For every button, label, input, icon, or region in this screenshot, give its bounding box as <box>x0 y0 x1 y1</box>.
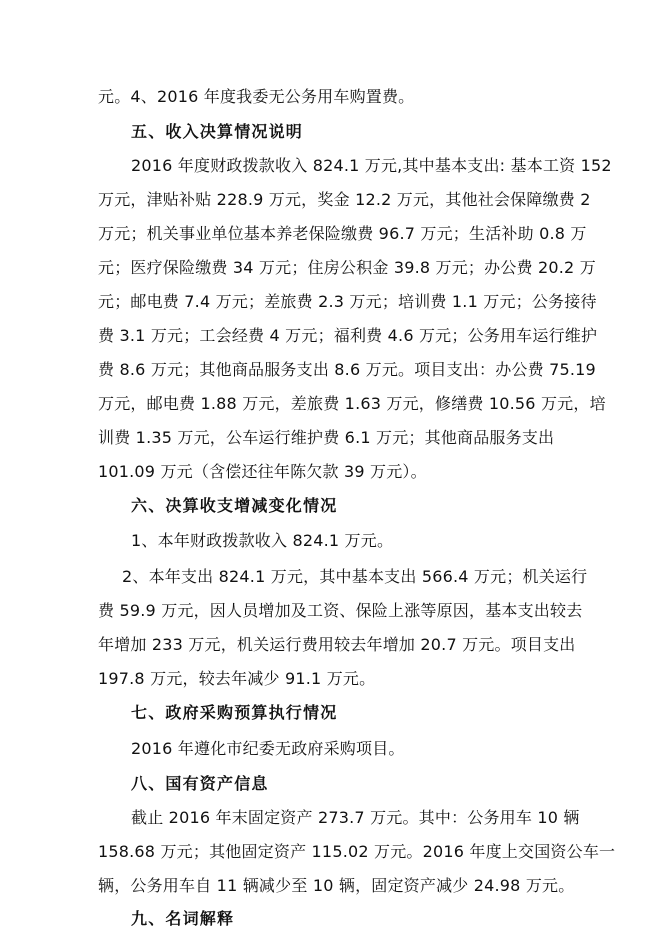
paragraph-line: 1、本年财政拨款收入 824.1 万元。 <box>131 531 394 550</box>
section-heading-procurement: 七、政府采购预算执行情况 <box>131 703 338 722</box>
paragraph-line: 101.09 万元（含偿还往年陈欠款 39 万元）。 <box>98 462 427 481</box>
paragraph-line: 费 59.9 万元，因人员增加及工资、保险上涨等原因，基本支出较去 <box>98 601 583 620</box>
paragraph-line: 万元，邮电费 1.88 万元，差旅费 1.63 万元，修缮费 10.56 万元，培 <box>98 394 606 413</box>
paragraph-line: 万元；机关事业单位基本养老保险缴费 96.7 万元；生活补助 0.8 万 <box>98 224 587 243</box>
section-heading-income: 五、收入决算情况说明 <box>131 122 304 141</box>
paragraph-line: 截止 2016 年末固定资产 273.7 万元。其中：公务用车 10 辆 <box>131 808 580 827</box>
paragraph-line: 费 3.1 万元；工会经费 4 万元；福利费 4.6 万元；公务用车运行维护 <box>98 326 598 345</box>
paragraph-line: 费 8.6 万元；其他商品服务支出 8.6 万元。项目支出：办公费 75.19 <box>98 360 596 379</box>
section-heading-glossary: 九、名词解释 <box>131 909 235 928</box>
section-heading-assets: 八、国有资产信息 <box>131 774 269 793</box>
paragraph-line: 2、本年支出 824.1 万元，其中基本支出 566.4 万元；机关运行 <box>122 567 588 586</box>
paragraph-line: 2016 年度财政拨款收入 824.1 万元,其中基本支出: 基本工资 152 <box>131 156 612 175</box>
paragraph-line: 元；邮电费 7.4 万元；差旅费 2.3 万元；培训费 1.1 万元；公务接待 <box>98 292 597 311</box>
paragraph-line: 158.68 万元；其他固定资产 115.02 万元。2016 年度上交国资公车一 <box>98 842 616 861</box>
paragraph-line: 训费 1.35 万元，公车运行维护费 6.1 万元；其他商品服务支出 <box>98 428 555 447</box>
paragraph-line: 辆，公务用车自 11 辆减少至 10 辆，固定资产减少 24.98 万元。 <box>98 876 575 895</box>
paragraph-line: 元。4、2016 年度我委无公务用车购置费。 <box>98 87 415 106</box>
paragraph-line: 197.8 万元，较去年减少 91.1 万元。 <box>98 669 376 688</box>
paragraph-line: 元；医疗保险缴费 34 万元；住房公积金 39.8 万元；办公费 20.2 万 <box>98 258 596 277</box>
paragraph-line: 万元，津贴补贴 228.9 万元，奖金 12.2 万元，其他社会保障缴费 2 <box>98 190 591 209</box>
section-heading-changes: 六、决算收支增减变化情况 <box>131 496 338 515</box>
paragraph-line: 2016 年遵化市纪委无政府采购项目。 <box>131 739 405 758</box>
paragraph-line: 年增加 233 万元，机关运行费用较去年增加 20.7 万元。项目支出 <box>98 635 576 654</box>
